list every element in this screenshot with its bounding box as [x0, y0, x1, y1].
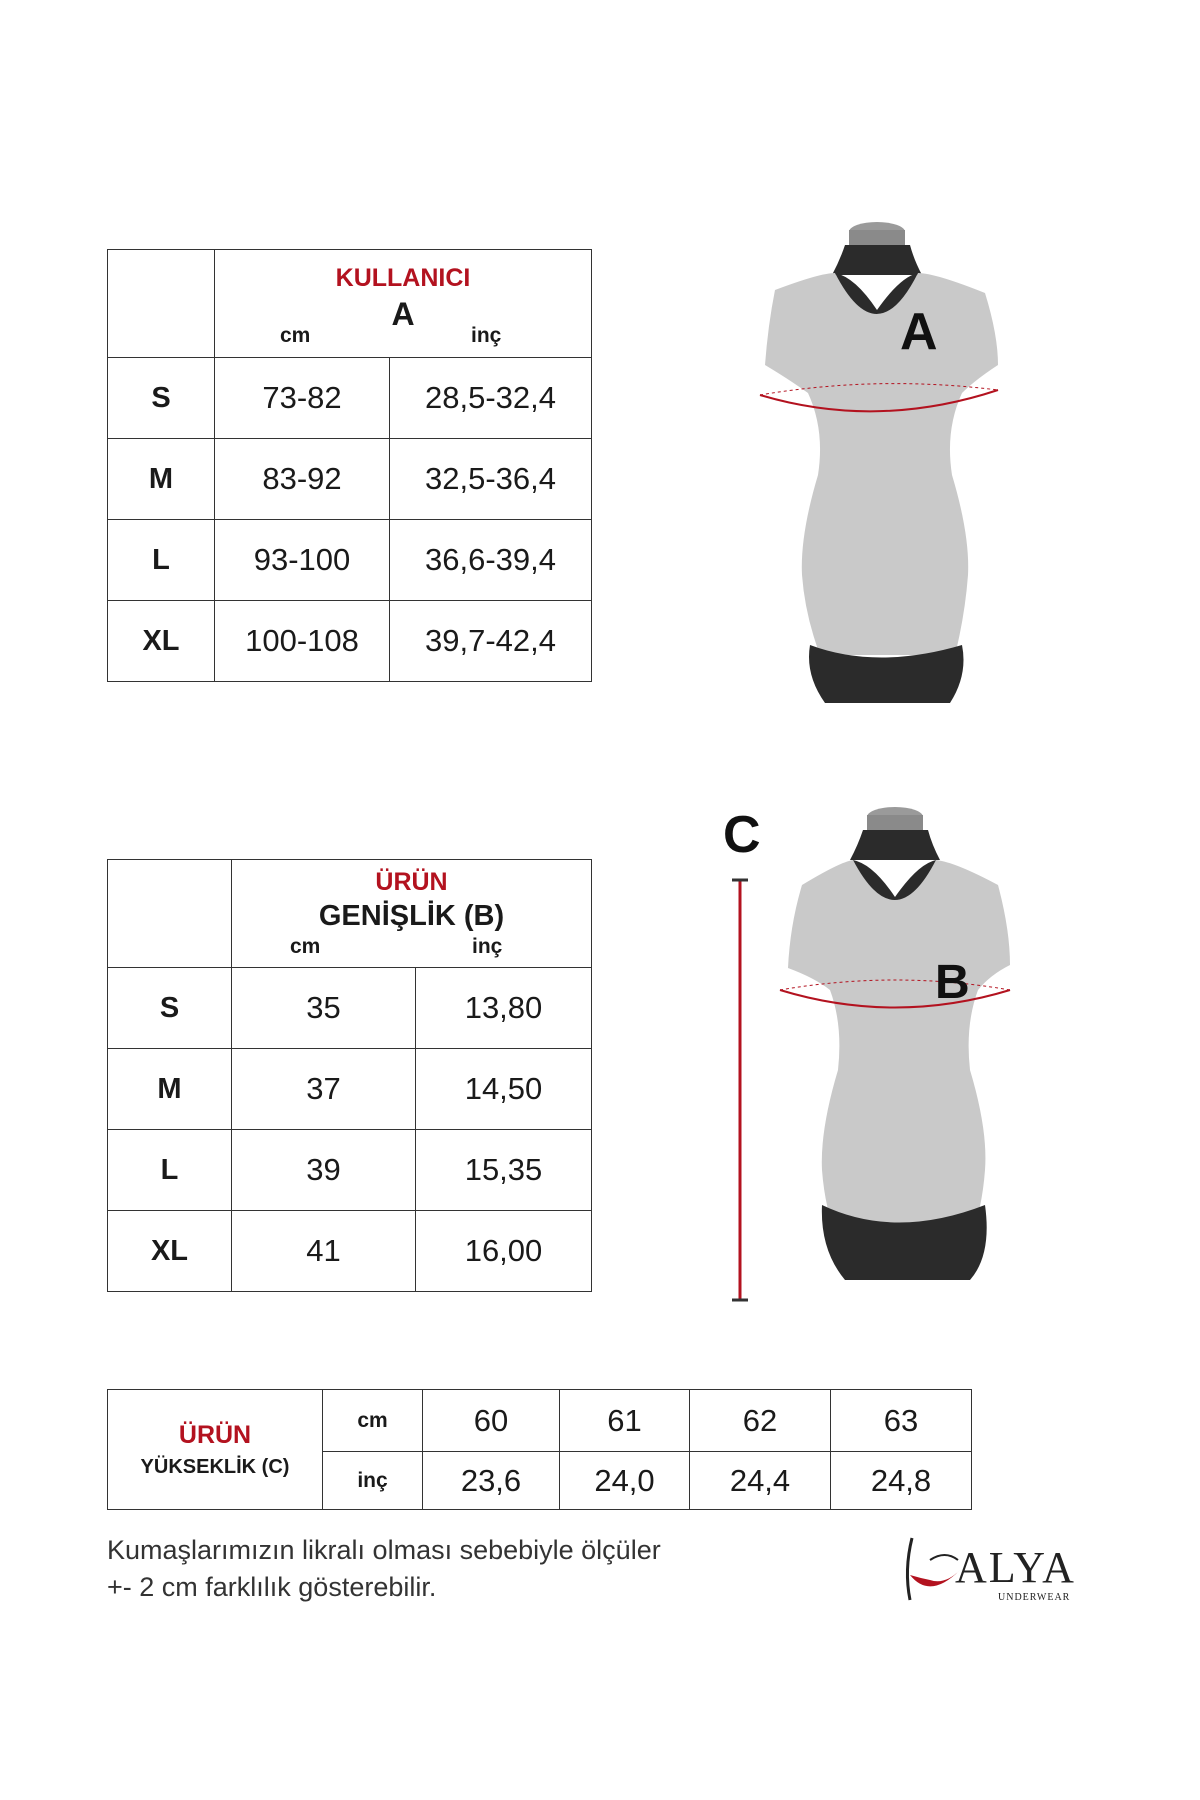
table-row	[108, 520, 592, 601]
mannequin-figure-chest	[740, 215, 1030, 715]
footnote-line-1: Kumaşlarımızın likralı olması sebebiyle ölçüler	[107, 1535, 661, 1565]
table-row	[108, 1211, 592, 1292]
user-table-title: KULLANICI	[335, 264, 471, 292]
inch-cell: 39,7-42,4	[390, 601, 592, 682]
size-cell: M	[108, 439, 215, 520]
height-inch-cell: 24,8	[831, 1452, 972, 1510]
mannequin-cap-rim	[867, 815, 923, 831]
size-cell: L	[108, 520, 215, 601]
label-b: B	[935, 956, 970, 1009]
cm-cell: 35	[232, 968, 416, 1049]
product-width-title: ÜRÜN	[375, 868, 448, 896]
product-height-title: ÜRÜN	[178, 1420, 252, 1449]
inch-cell: 28,5-32,4	[390, 358, 592, 439]
unit-cm: cm	[280, 324, 311, 347]
cm-cell: 37	[232, 1049, 416, 1130]
cm-cell: 73-82	[215, 358, 390, 439]
cm-cell: 83-92	[215, 439, 390, 520]
height-cm-cell: 61	[560, 1390, 690, 1452]
measure-letter: A	[391, 296, 415, 332]
size-cell: S	[108, 968, 232, 1049]
height-cm-cell: 63	[831, 1390, 972, 1452]
product-width-subtitle: GENİŞLİK (B)	[318, 900, 505, 932]
inch-cell: 16,00	[416, 1211, 592, 1292]
size-cell: XL	[108, 601, 215, 682]
mannequin-cap-rim	[849, 230, 905, 246]
unit-inch: inç	[472, 935, 503, 958]
unit-inch: inç	[323, 1452, 423, 1510]
user-size-table	[107, 249, 592, 682]
empty-corner-cell	[108, 860, 232, 968]
product-height-header	[108, 1390, 323, 1510]
logo-brand-text: ALYA	[955, 1543, 1076, 1592]
unit-inch: inç	[471, 324, 502, 347]
empty-corner-cell	[108, 250, 215, 358]
cm-cell: 39	[232, 1130, 416, 1211]
logo-tagline: UNDERWEAR	[998, 1592, 1071, 1603]
mannequin-figure-product	[760, 800, 1050, 1300]
height-cm-cell: 62	[690, 1390, 831, 1452]
mannequin-neck	[832, 245, 922, 275]
product-width-table	[107, 859, 592, 1292]
height-inch-cell: 24,4	[690, 1452, 831, 1510]
size-cell: XL	[108, 1211, 232, 1292]
table-row	[108, 1049, 592, 1130]
height-inch-cell: 24,0	[560, 1452, 690, 1510]
product-width-header	[232, 860, 592, 968]
mannequin-neck	[850, 830, 940, 860]
table-row	[108, 601, 592, 682]
size-cell: L	[108, 1130, 232, 1211]
size-cell: S	[108, 358, 215, 439]
table-row	[108, 968, 592, 1049]
cm-cell: 93-100	[215, 520, 390, 601]
size-cell: M	[108, 1049, 232, 1130]
footnote	[107, 1532, 661, 1606]
product-height-subtitle: YÜKSEKLİK (C)	[140, 1455, 290, 1478]
inch-cell: 36,6-39,4	[390, 520, 592, 601]
label-a: A	[900, 303, 938, 361]
user-table-header	[215, 250, 592, 358]
label-c: C	[723, 806, 761, 864]
height-cm-cell: 60	[423, 1390, 560, 1452]
footnote-line-2: +- 2 cm farklılık gösterebilir.	[107, 1572, 437, 1602]
unit-cm: cm	[290, 935, 321, 958]
table-row	[108, 1130, 592, 1211]
table-row	[108, 358, 592, 439]
brand-logo	[900, 1530, 1090, 1610]
inch-cell: 13,80	[416, 968, 592, 1049]
inch-cell: 15,35	[416, 1130, 592, 1211]
height-inch-cell: 23,6	[423, 1452, 560, 1510]
cm-cell: 41	[232, 1211, 416, 1292]
shirt-shape	[765, 273, 998, 655]
inch-cell: 32,5-36,4	[390, 439, 592, 520]
cm-cell: 100-108	[215, 601, 390, 682]
height-measure-bracket	[728, 875, 752, 1305]
table-row	[108, 439, 592, 520]
unit-cm: cm	[323, 1390, 423, 1452]
inch-cell: 14,50	[416, 1049, 592, 1130]
shirt-shape	[788, 860, 1010, 1240]
product-height-table	[107, 1389, 972, 1510]
